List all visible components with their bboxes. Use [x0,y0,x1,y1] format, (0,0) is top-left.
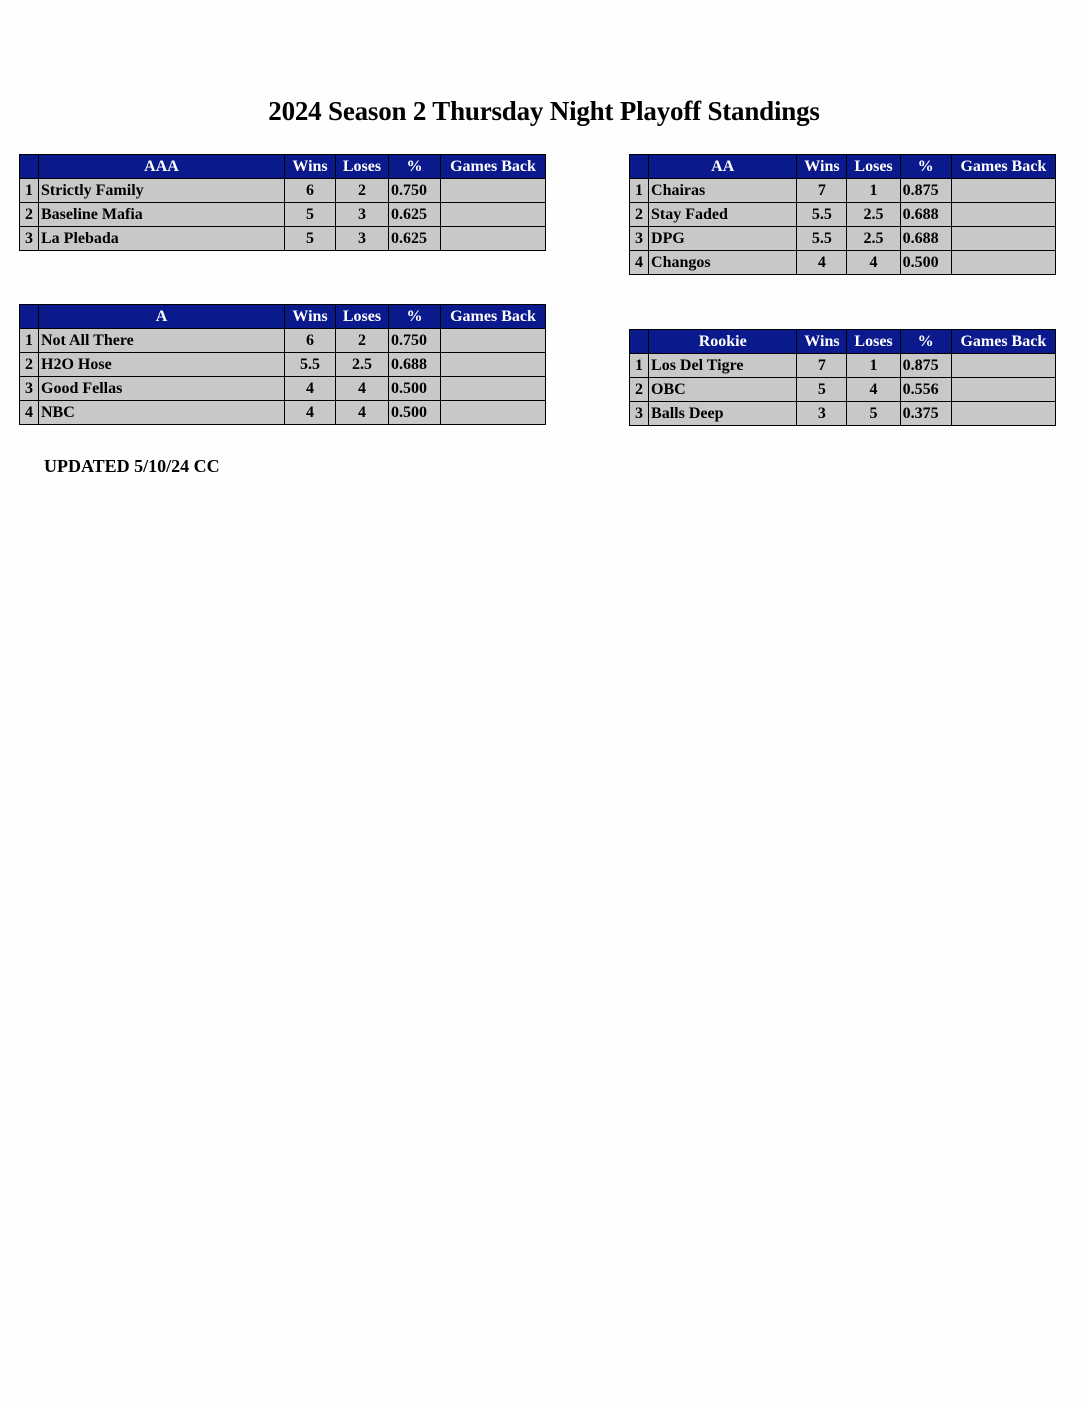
rank-cell: 2 [20,203,39,227]
wins-cell: 5.5 [285,353,336,377]
games-back-cell [441,353,546,377]
header-row [630,155,1056,179]
wins-cell: 4 [285,401,336,425]
standings-table-aaa [19,154,546,251]
rank-cell: 2 [630,378,649,402]
wins-cell: 5 [797,378,847,402]
standings-table-rookie [629,329,1056,426]
games-back-cell [441,401,546,425]
header-row [20,305,546,329]
games-back-header: Games Back [441,155,546,179]
loses-header: Loses [847,155,900,179]
pct-header: % [389,155,441,179]
table-row [20,329,546,353]
wins-cell: 5 [285,227,336,251]
team-name-cell: H2O Hose [39,353,285,377]
wins-header: Wins [285,155,336,179]
games-back-cell [441,329,546,353]
rank-cell: 2 [20,353,39,377]
pct-cell: 0.500 [389,401,441,425]
rank-cell: 3 [630,227,649,251]
team-name-cell: Los Del Tigre [649,354,797,378]
team-name-cell: Stay Faded [649,203,797,227]
standings-table-a [19,304,546,425]
rank-header-cell [20,155,39,179]
rank-cell: 1 [630,354,649,378]
games-back-cell [441,179,546,203]
table-row [20,179,546,203]
pct-cell: 0.625 [389,227,441,251]
team-name-cell: Balls Deep [649,402,797,426]
pct-header: % [900,330,951,354]
loses-cell: 1 [847,354,900,378]
rank-cell: 1 [20,179,39,203]
division-name: A [39,305,285,329]
wins-header: Wins [797,155,847,179]
header-row [630,330,1056,354]
pct-cell: 0.688 [900,227,951,251]
wins-cell: 6 [285,179,336,203]
team-name-cell: La Plebada [39,227,285,251]
pct-cell: 0.500 [389,377,441,401]
table-row [630,179,1056,203]
loses-cell: 2.5 [847,203,900,227]
wins-cell: 5 [285,203,336,227]
pct-cell: 0.556 [900,378,951,402]
loses-cell: 4 [847,378,900,402]
rank-cell: 3 [20,227,39,251]
rank-cell: 4 [20,401,39,425]
table-row [20,377,546,401]
games-back-cell [951,251,1055,275]
pct-cell: 0.375 [900,402,951,426]
division-name: AAA [39,155,285,179]
table-row [630,227,1056,251]
pct-cell: 0.625 [389,203,441,227]
loses-cell: 2 [336,329,389,353]
table-row [630,402,1056,426]
team-name-cell: Chairas [649,179,797,203]
loses-header: Loses [847,330,900,354]
games-back-cell [951,203,1055,227]
team-name-cell: DPG [649,227,797,251]
wins-cell: 4 [797,251,847,275]
pct-cell: 0.688 [389,353,441,377]
wins-header: Wins [285,305,336,329]
loses-cell: 1 [847,179,900,203]
team-name-cell: Not All There [39,329,285,353]
pct-cell: 0.500 [900,251,951,275]
pct-cell: 0.750 [389,329,441,353]
loses-cell: 2 [336,179,389,203]
rank-header-cell [20,305,39,329]
loses-cell: 3 [336,203,389,227]
team-name-cell: Good Fellas [39,377,285,401]
header-row [20,155,546,179]
games-back-header: Games Back [441,305,546,329]
table-row [20,227,546,251]
team-name-cell: NBC [39,401,285,425]
team-name-cell: Strictly Family [39,179,285,203]
rank-cell: 3 [20,377,39,401]
loses-cell: 3 [336,227,389,251]
wins-cell: 4 [285,377,336,401]
rank-header-cell [630,330,649,354]
games-back-header: Games Back [951,330,1055,354]
pct-cell: 0.688 [900,203,951,227]
team-name-cell: Baseline Mafia [39,203,285,227]
games-back-cell [951,179,1055,203]
wins-cell: 7 [797,179,847,203]
pct-header: % [389,305,441,329]
loses-cell: 4 [336,377,389,401]
loses-header: Loses [336,155,389,179]
loses-header: Loses [336,305,389,329]
pct-cell: 0.750 [389,179,441,203]
wins-cell: 7 [797,354,847,378]
games-back-cell [441,203,546,227]
loses-cell: 5 [847,402,900,426]
games-back-cell [441,377,546,401]
division-name: Rookie [649,330,797,354]
table-row [630,354,1056,378]
rank-cell: 4 [630,251,649,275]
rank-header-cell [630,155,649,179]
team-name-cell: Changos [649,251,797,275]
pct-header: % [900,155,951,179]
rank-cell: 1 [630,179,649,203]
wins-cell: 6 [285,329,336,353]
table-row [20,203,546,227]
games-back-cell [951,227,1055,251]
team-name-cell: OBC [649,378,797,402]
updated-note: UPDATED 5/10/24 CC [44,456,220,476]
table-row [20,401,546,425]
pct-cell: 0.875 [900,354,951,378]
rank-cell: 3 [630,402,649,426]
games-back-header: Games Back [951,155,1055,179]
loses-cell: 4 [336,401,389,425]
wins-header: Wins [797,330,847,354]
table-row [630,251,1056,275]
games-back-cell [441,227,546,251]
pct-cell: 0.875 [900,179,951,203]
games-back-cell [951,378,1055,402]
standings-table-aa [629,154,1056,275]
loses-cell: 2.5 [336,353,389,377]
wins-cell: 5.5 [797,203,847,227]
loses-cell: 2.5 [847,227,900,251]
rank-cell: 1 [20,329,39,353]
table-row [20,353,546,377]
games-back-cell [951,354,1055,378]
table-row [630,203,1056,227]
wins-cell: 5.5 [797,227,847,251]
games-back-cell [951,402,1055,426]
division-name: AA [649,155,797,179]
page-title: 2024 Season 2 Thursday Night Playoff Standings [268,96,820,126]
table-row [630,378,1056,402]
wins-cell: 3 [797,402,847,426]
rank-cell: 2 [630,203,649,227]
loses-cell: 4 [847,251,900,275]
